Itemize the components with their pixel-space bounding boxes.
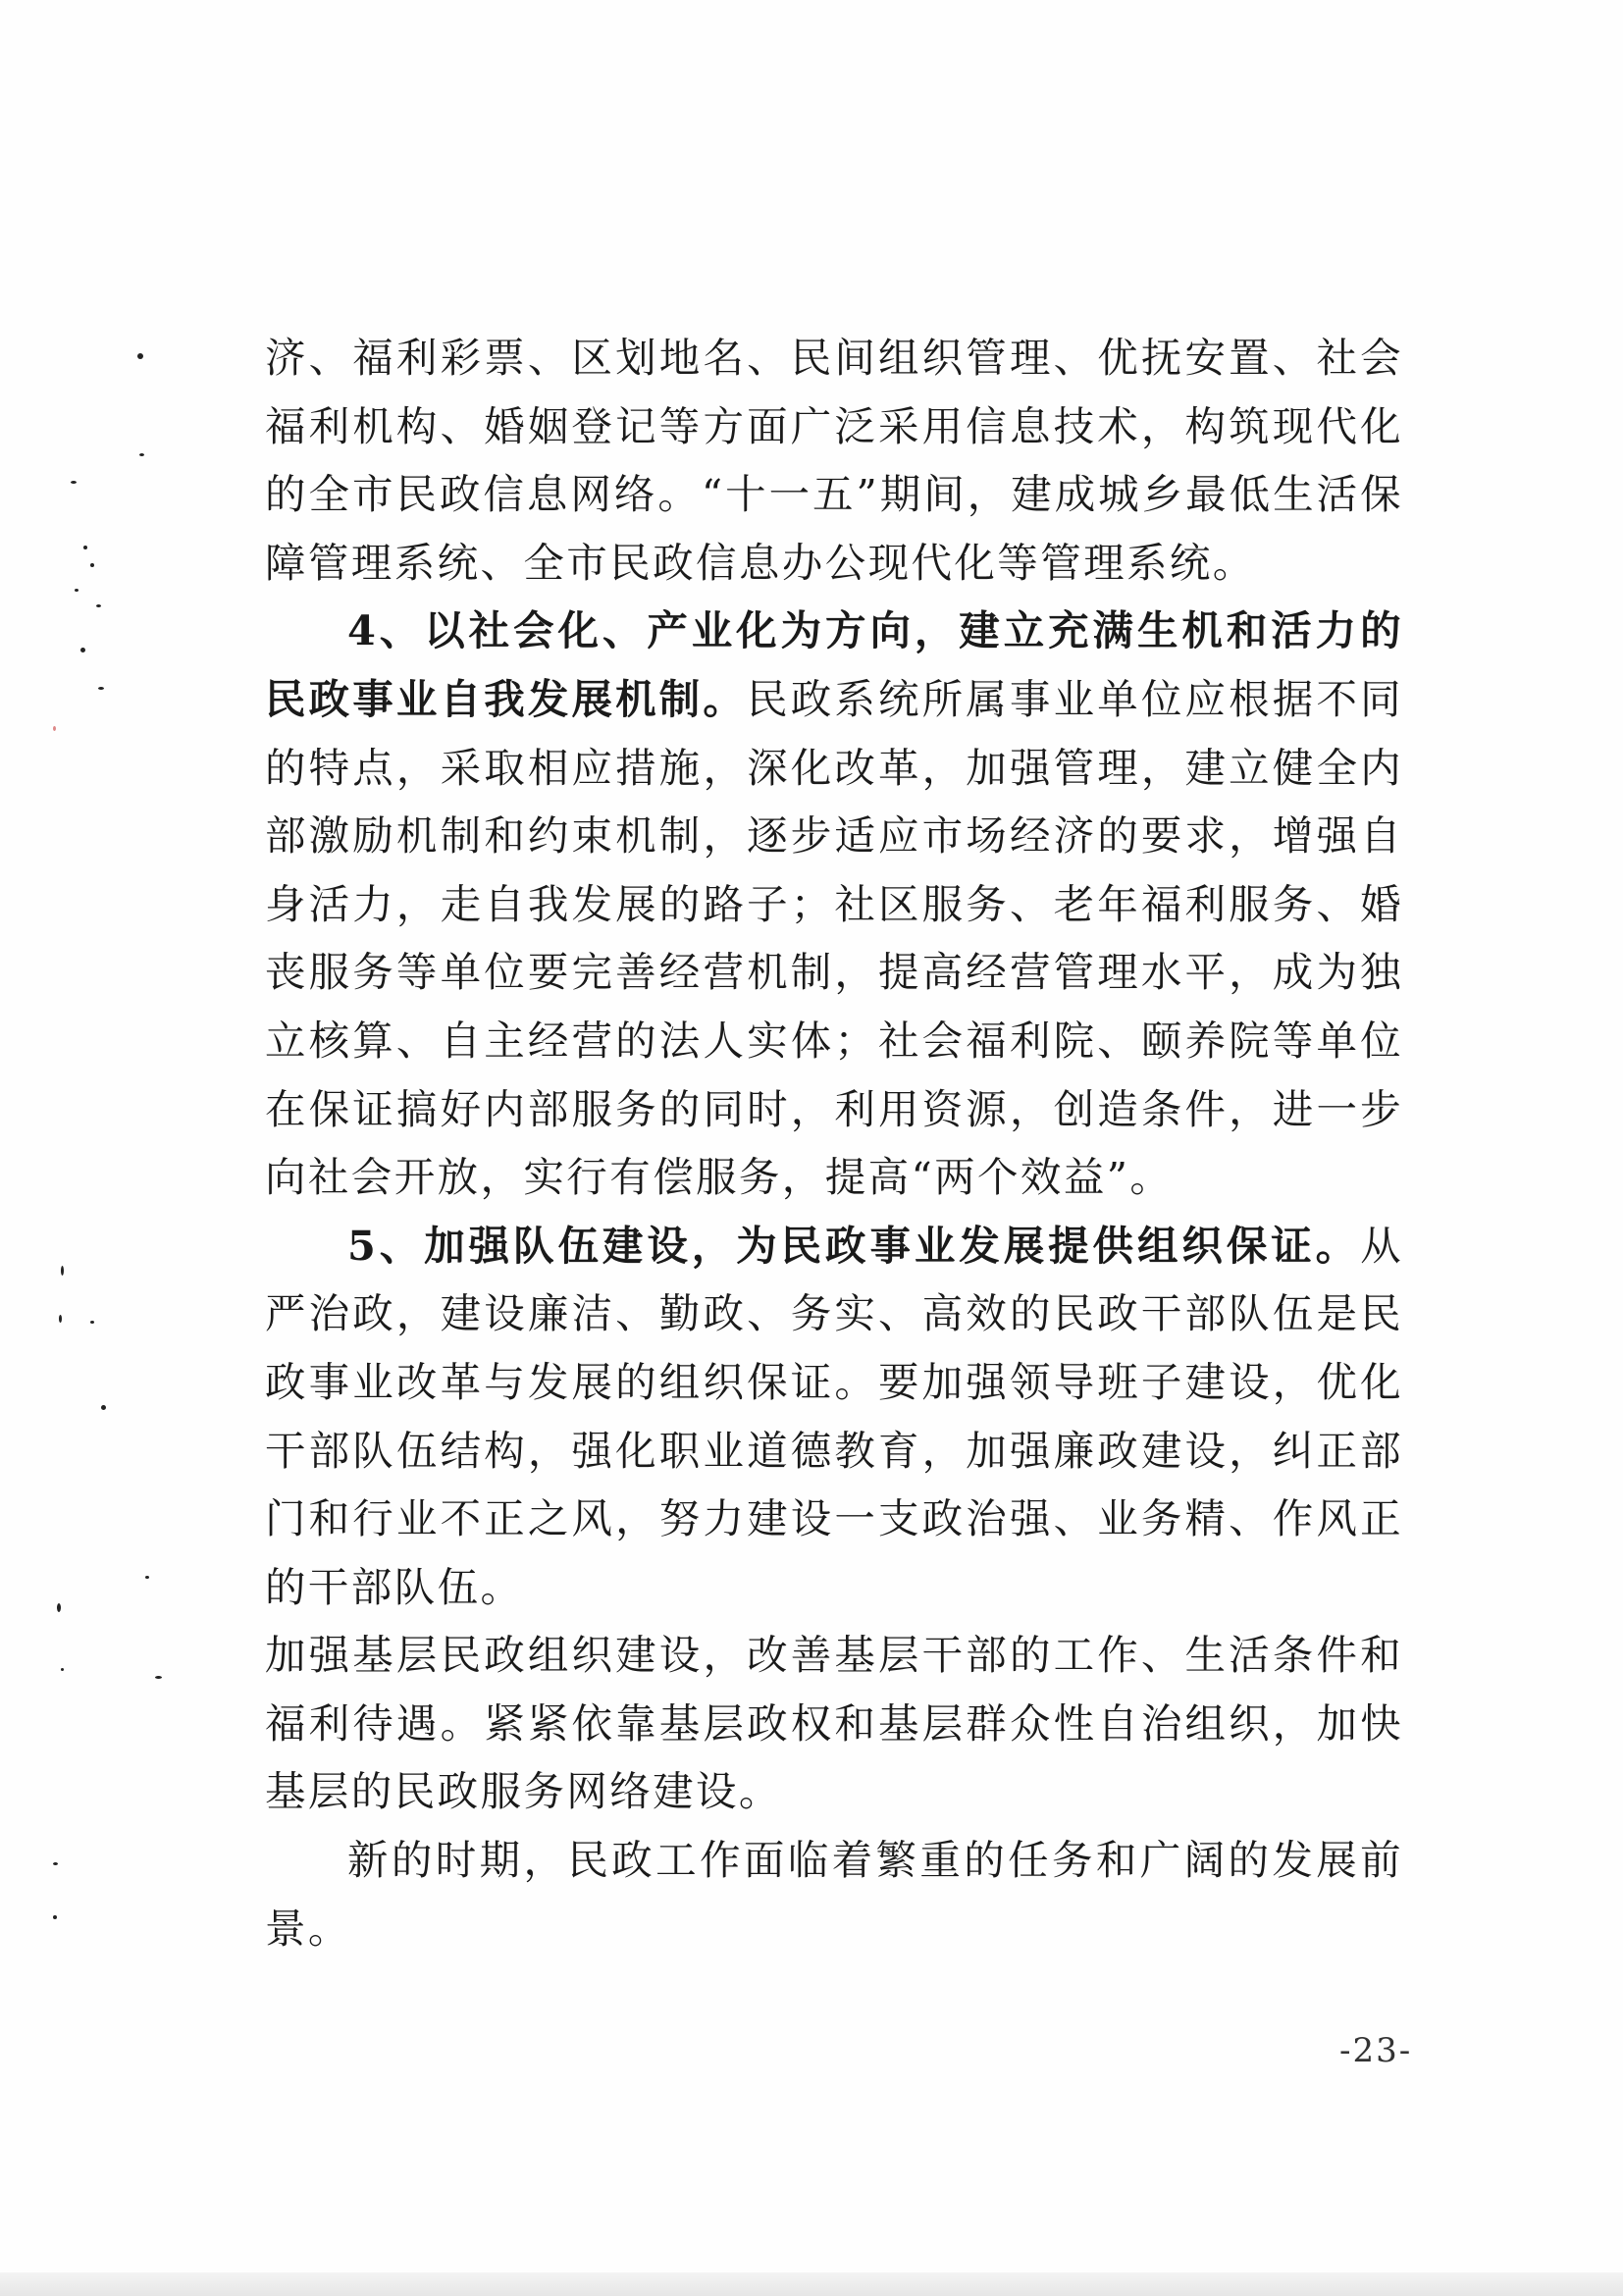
- paragraph-5: [265, 1826, 1403, 1962]
- paragraph-1-text: 济、福利彩票、区划地名、民间组织管理、优抚安置、社会福利机构、婚姻登记等方面广泛采用信息技术，构筑现代化的全市民政信息网络。“十一五”期间，建成城乡最低生活保障管理系统、全市民政信息办公现代化等管理系统。: [265, 334, 1403, 587]
- paragraph-2: [265, 597, 1403, 1211]
- paragraph-3: [265, 1212, 1403, 1622]
- scan-speck: [53, 726, 56, 731]
- scan-speck: [53, 1862, 58, 1865]
- paragraph-1: [265, 324, 1403, 597]
- page-number: -23-: [1339, 2031, 1413, 2070]
- scan-speck: [57, 1603, 61, 1612]
- paragraph-3-heading: 5、加强队伍建设，为民政事业发展提供组织保证。: [347, 1221, 1361, 1270]
- paragraph-2-heading: 4、以社会化、产业化为方向，建立充满生机和活力的民政事业自我发展机制。: [265, 606, 1403, 723]
- paragraph-4-text: 加强基层民政组织建设，改善基层干部的工作、生活条件和福利待遇。紧紧依靠基层政权和基层群众性自治组织，加快基层的民政服务网络建设。: [265, 1631, 1403, 1816]
- scan-speck: [75, 589, 79, 592]
- paragraph-2-text: 民政系统所属事业单位应根据不同的特点，采取相应措施，深化改革，加强管理，建立健全内部激励机制和约束机制，逐步适应市场经济的要求，增强自身活力，走自我发展的路子；社区服务、老年福利服务、婚丧服务等单位要完善经营机制，提高经营管理水平，成为独立核算、自主经营的法人实体；社会福利院、颐养院等单位在保证搞好内部服务的同时，利用资源，创造条件，进一步向社会开放，实行有偿服务，提高“两个效益”。: [265, 674, 1403, 1202]
- scan-speck: [137, 353, 143, 359]
- scan-speck: [90, 563, 94, 567]
- paragraph-4: [265, 1621, 1403, 1826]
- scan-speck: [80, 648, 85, 652]
- scan-bottom-edge: [0, 2272, 1623, 2296]
- scan-speck: [53, 1915, 57, 1919]
- scan-speck: [90, 1321, 94, 1324]
- scan-speck: [139, 453, 144, 456]
- scan-speck: [61, 1668, 64, 1671]
- scan-speck: [145, 1576, 149, 1579]
- scan-speck: [71, 481, 77, 484]
- scan-speck: [59, 1315, 62, 1323]
- paragraph-5-text: 新的时期，民政工作面临着繁重的任务和广阔的发展前景。: [265, 1836, 1403, 1953]
- scan-speck: [83, 546, 87, 549]
- scan-speck: [101, 1405, 106, 1410]
- scan-speck: [61, 1266, 64, 1276]
- scan-speck: [155, 1676, 162, 1679]
- scan-speck: [96, 604, 101, 607]
- paragraph-3-text: 从严治政，建设廉洁、勤政、务实、高效的民政干部队伍是民政事业改革与发展的组织保证。要加强领导班子建设，优化干部队伍结构，强化职业道德教育，加强廉政建设，纠正部门和行业不正之风，努力建设一支政治强、业务精、作风正的干部队伍。: [265, 1221, 1403, 1611]
- body-text: [265, 324, 1403, 1962]
- scan-speck: [98, 687, 104, 690]
